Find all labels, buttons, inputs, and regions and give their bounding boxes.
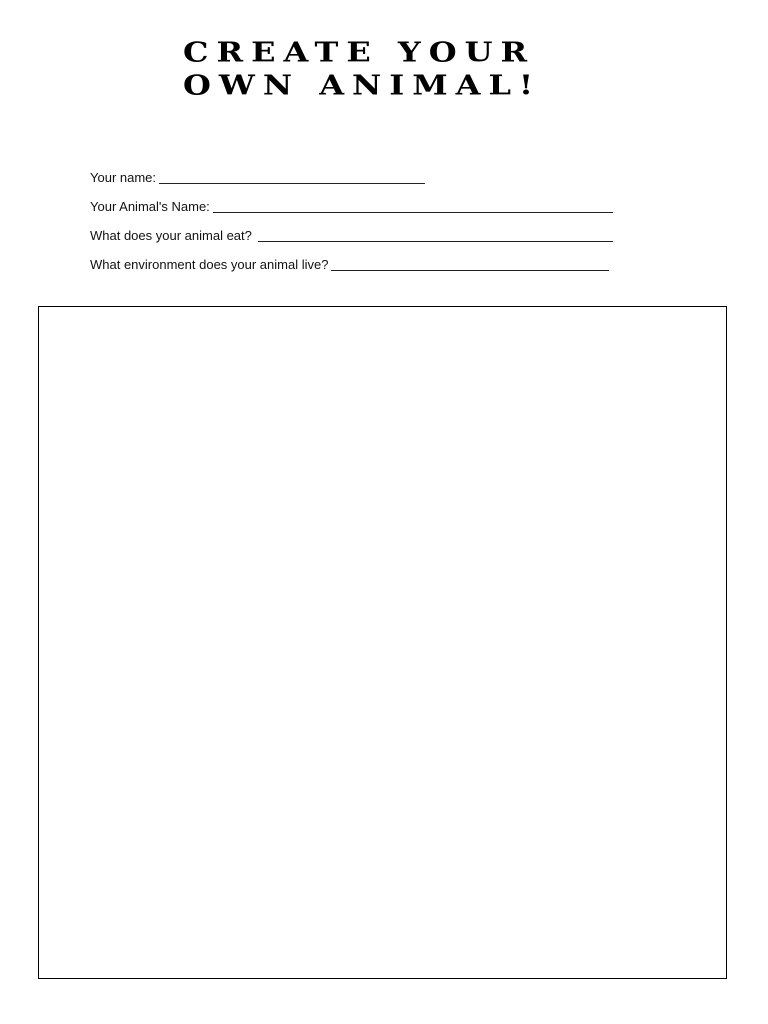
name-field-label: Your name: [90,170,157,185]
animal-name-answer-line[interactable] [213,198,613,213]
worksheet-title: CREATE YOUR OWN ANIMAL! [183,36,542,102]
animal-name-field [90,186,613,215]
question-fields [90,157,613,273]
drawing-area[interactable] [38,306,727,979]
animal-environment-field-label: What environment does your animal live? [90,257,329,272]
animal-diet-field-label: What does your animal eat? [90,228,252,243]
name-answer-line[interactable] [159,169,425,184]
name-field [90,157,613,186]
animal-environment-answer-line[interactable] [331,256,609,271]
animal-diet-field [90,215,613,244]
animal-diet-answer-line[interactable] [258,227,613,242]
animal-name-field-label: Your Animal's Name: [90,199,210,214]
animal-environment-field [90,244,613,273]
